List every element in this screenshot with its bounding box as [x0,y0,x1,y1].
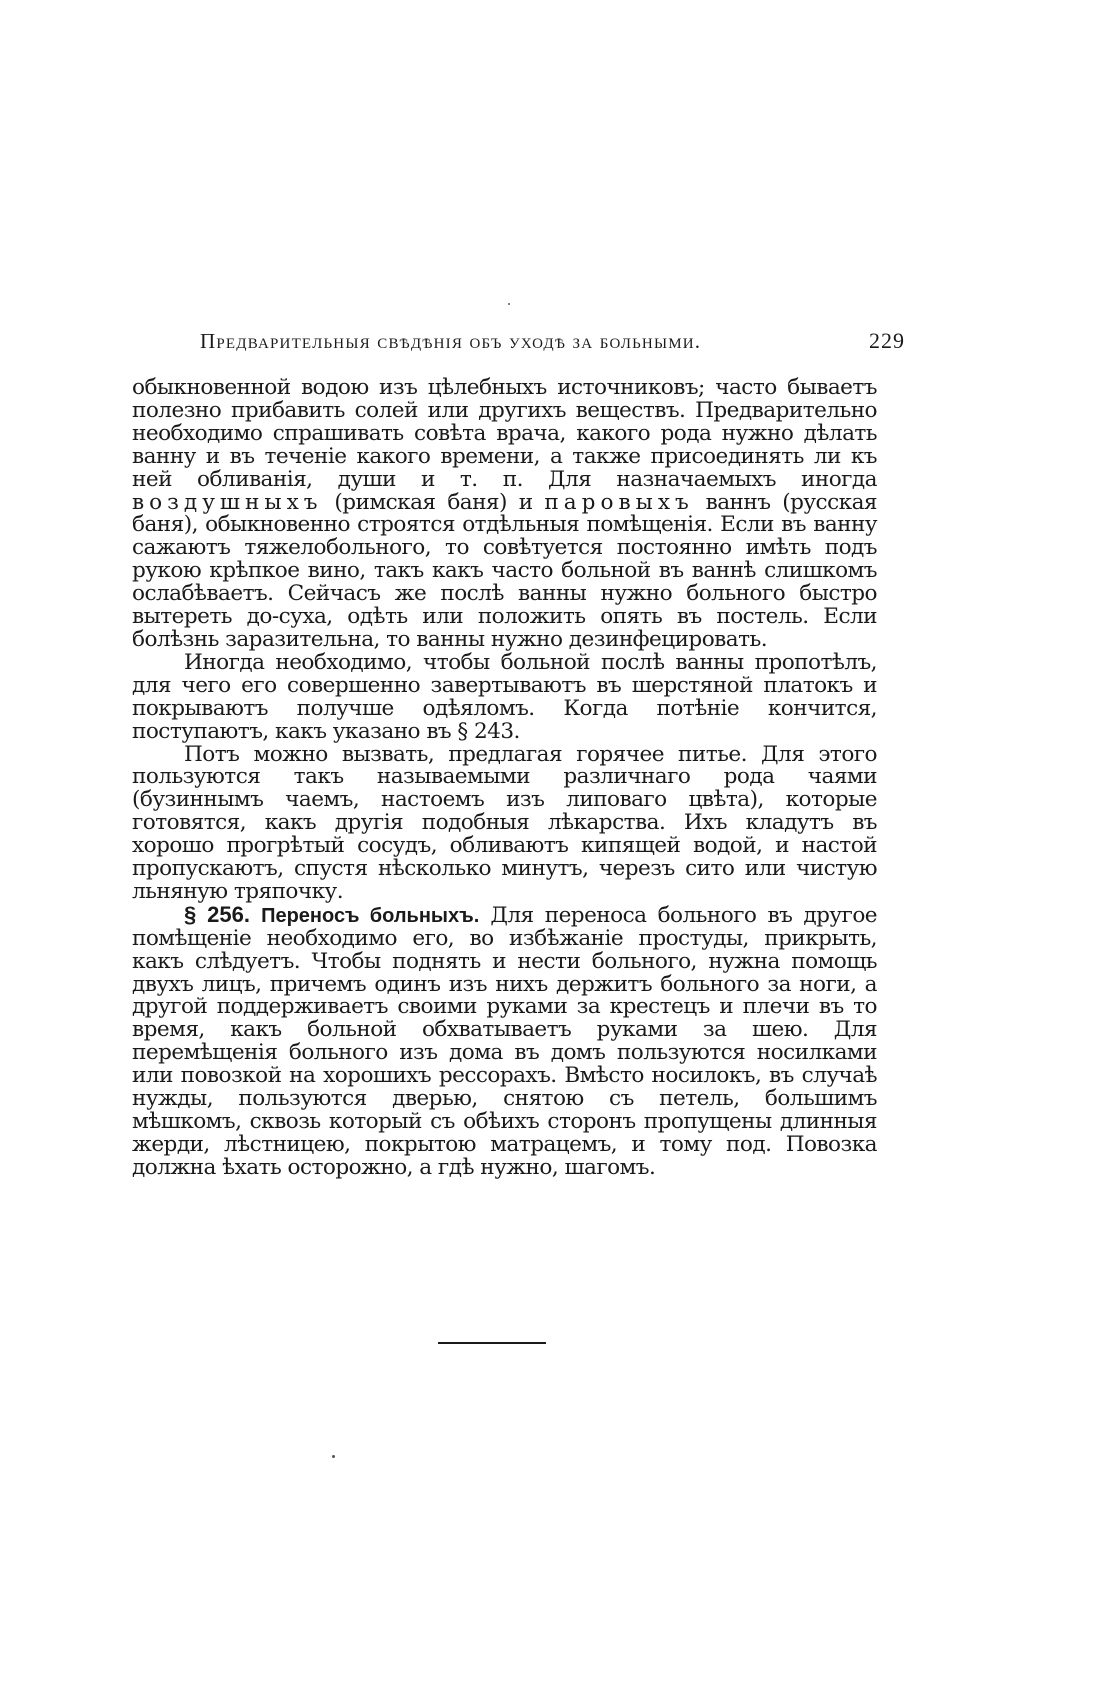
speck [332,1455,335,1458]
paragraph-sweating: Иногда необходимо, чтобы больной послѣ ванны пропотѣлъ, для чего его совершенно завертываютъ въ шерстяной платокъ и покрываютъ получше одѣяломъ. Когда потѣніе кончится, поступаютъ, какъ указано въ § 243. [132,649,877,744]
paragraph-baths [132,377,877,652]
end-rule [438,1342,546,1344]
paragraph-text: Для переноса больного въ другое помѣщеніе необходимо его, во избѣжаніе простуды, прикрыть, какъ слѣдуетъ. Чтобы поднять и нести больного, нужна помощь двухъ лицъ, причемъ одинъ изъ нихъ держитъ больного за ноги, а другой поддерживаетъ своими руками за крестецъ и плечи въ то время, какъ больной обхватываетъ руками за шею. Для перемѣщенія больного изъ дома въ домъ пользуются носилками или повозкой на хорошихъ рессорахъ. Вмѣсто носилокъ, въ случаѣ нужды, пользуются дверью, снятою съ петель, большимъ мѣшкомъ, сквозь который съ обѣихъ сторонъ пропущены длинныя жерди, лѣстницею, покрытою матрацемъ, и тому под. Повозка должна ѣхать осторожно, а гдѣ нужно, шагомъ. [132,902,877,1180]
paragraph-text: обыкновенной водою изъ цѣлебныхъ источниковъ; часто бываетъ полезно прибавить солей или другихъ веществъ. Предварительно необходимо спрашивать совѣта врача, какого рода нужно дѣлать ванну и въ теченіе какого времени, а также присоединять ли къ ней обливанія, души и т. п. Для назначаемыхъ иногда [132,375,877,492]
paragraph-transport [132,901,877,1180]
section-heading: Переносъ больныхъ. [261,904,480,927]
running-head-title: Предварительныя свѣдѣнія объ уходѣ за больными. [200,329,702,353]
running-head [200,328,905,358]
body-text [132,377,877,1180]
spaced-term-air: воздушныхъ [132,489,323,515]
paragraph-sweat-drinks: Потъ можно вызвать, предлагая горячее питье. Для этого пользуются такъ называемыми различнаго рода чаями (бузиннымъ чаемъ, настоемъ изъ липоваго цвѣта), которые готовятся, какъ другія подобныя лѣкарства. Ихъ кладутъ въ хорошо прогрѣтый сосудъ, обливаютъ кипящей водой, и настой пропускаютъ, спустя нѣсколько минутъ, черезъ сито или чистую льняную тряпочку. [132,741,877,904]
section-number: § 256. [184,901,250,927]
paragraph-text: (римская баня) и [334,489,533,515]
speck [508,303,510,305]
paragraph-text: ваннъ (русская баня), обыкновенно строятся отдѣльныя помѣщенія. Если въ ванну сажаютъ тяжелобольного, то совѣтуется постоянно имѣть подъ рукою крѣпкое вино, такъ какъ часто больной въ ваннѣ слишкомъ ослабѣваетъ. Сейчасъ же послѣ ванны нужно больного быстро вытереть до-суха, одѣть или положить опять въ постель. Если болѣзнь заразительна, то ванны нужно дезинфецировать. [132,489,877,652]
spaced-term-steam: паровыхъ [544,489,694,515]
page-number: 229 [869,328,905,353]
